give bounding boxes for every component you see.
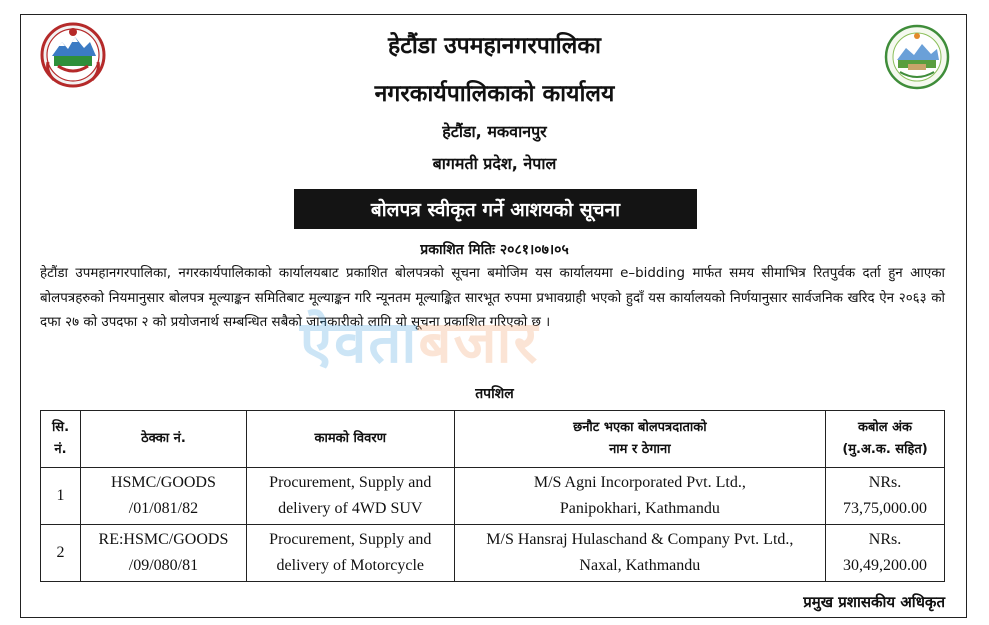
cell-sn: 1 [41, 468, 81, 525]
table-header-row [41, 411, 945, 468]
bid-details-table [40, 410, 945, 582]
province-country: बागमती प्रदेश, नेपाल [432, 154, 557, 173]
header-sn: सि. नं. [41, 411, 81, 468]
table-row [41, 468, 945, 525]
municipality-title: हेटौंडा उपमहानगरपालिका [388, 33, 601, 59]
notice-body: हेटौंडा उपमहानगरपालिका, नगरकार्यपालिकाको कार्यालयबाट प्रकाशित बोलपत्रको सूचना बमोजिम यस कार्यालयमा e–bidding मार्फत समय सीमाभित्र रितपुर्वक दर्ता हुन आएका बोलपत्रहरुको नियमानुसार बोलपत्र मूल्याङ्कन समितिबाट मूल्याङ्कन गरि न्यूनतम मूल्याङ्कित सारभूत रुपमा प्रभावग्राही भएको हुदाँ यस कार्यालयको निर्णयानुसार सार्वजनिक खरिद ऐन २०६३ को दफा २७ को उपदफा २ को प्रयोजनार्थ सम्बन्धित सबैको जानकारीको लागि यो सूचना प्रकाशित गरिएको छ । [40, 266, 945, 330]
office-address: हेटौंडा, मकवानपुर [442, 122, 547, 141]
cell-work-description: Procurement, Supply and delivery of 4WD SUV [246, 468, 454, 525]
watermark-part-b: बजार [418, 308, 540, 376]
cell-contract-no: RE:HSMC/GOODS /09/080/81 [80, 525, 246, 582]
table-title: तपशिल [475, 386, 514, 402]
watermark-part-a: ऐवता [300, 308, 419, 376]
table-row [41, 525, 945, 582]
notice-title: बोलपत्र स्वीकृत गर्ने आशयको सूचना [370, 199, 621, 221]
cell-bidder: M/S Agni Incorporated Pvt. Ltd., Panipokhari, Kathmandu [454, 468, 825, 525]
signatory-title: प्रमुख प्रशासकीय अधिकृत [803, 593, 945, 611]
header-bid-amount: कबोल अंक (मु.अ.क. सहित) [826, 411, 945, 468]
header-selected-bidder: छनौट भएका बोलपत्रदाताको नाम र ठेगाना [454, 411, 825, 468]
cell-amount: NRs. 73,75,000.00 [826, 468, 945, 525]
office-title: नगरकार्यपालिकाको कार्यालय [374, 81, 615, 107]
cell-bidder: M/S Hansraj Hulaschand & Company Pvt. Ltd., Naxal, Kathmandu [454, 525, 825, 582]
cell-sn: 2 [41, 525, 81, 582]
cell-amount: NRs. 30,49,200.00 [826, 525, 945, 582]
notice-title-banner [294, 189, 697, 229]
published-date: प्रकाशित मितिः २०८१।०७।०५ [420, 242, 569, 258]
cell-work-description: Procurement, Supply and delivery of Motorcycle [246, 525, 454, 582]
cell-contract-no: HSMC/GOODS /01/081/82 [80, 468, 246, 525]
header-work-description: कामको विवरण [246, 411, 454, 468]
header-contract-no: ठेक्का नं. [80, 411, 246, 468]
